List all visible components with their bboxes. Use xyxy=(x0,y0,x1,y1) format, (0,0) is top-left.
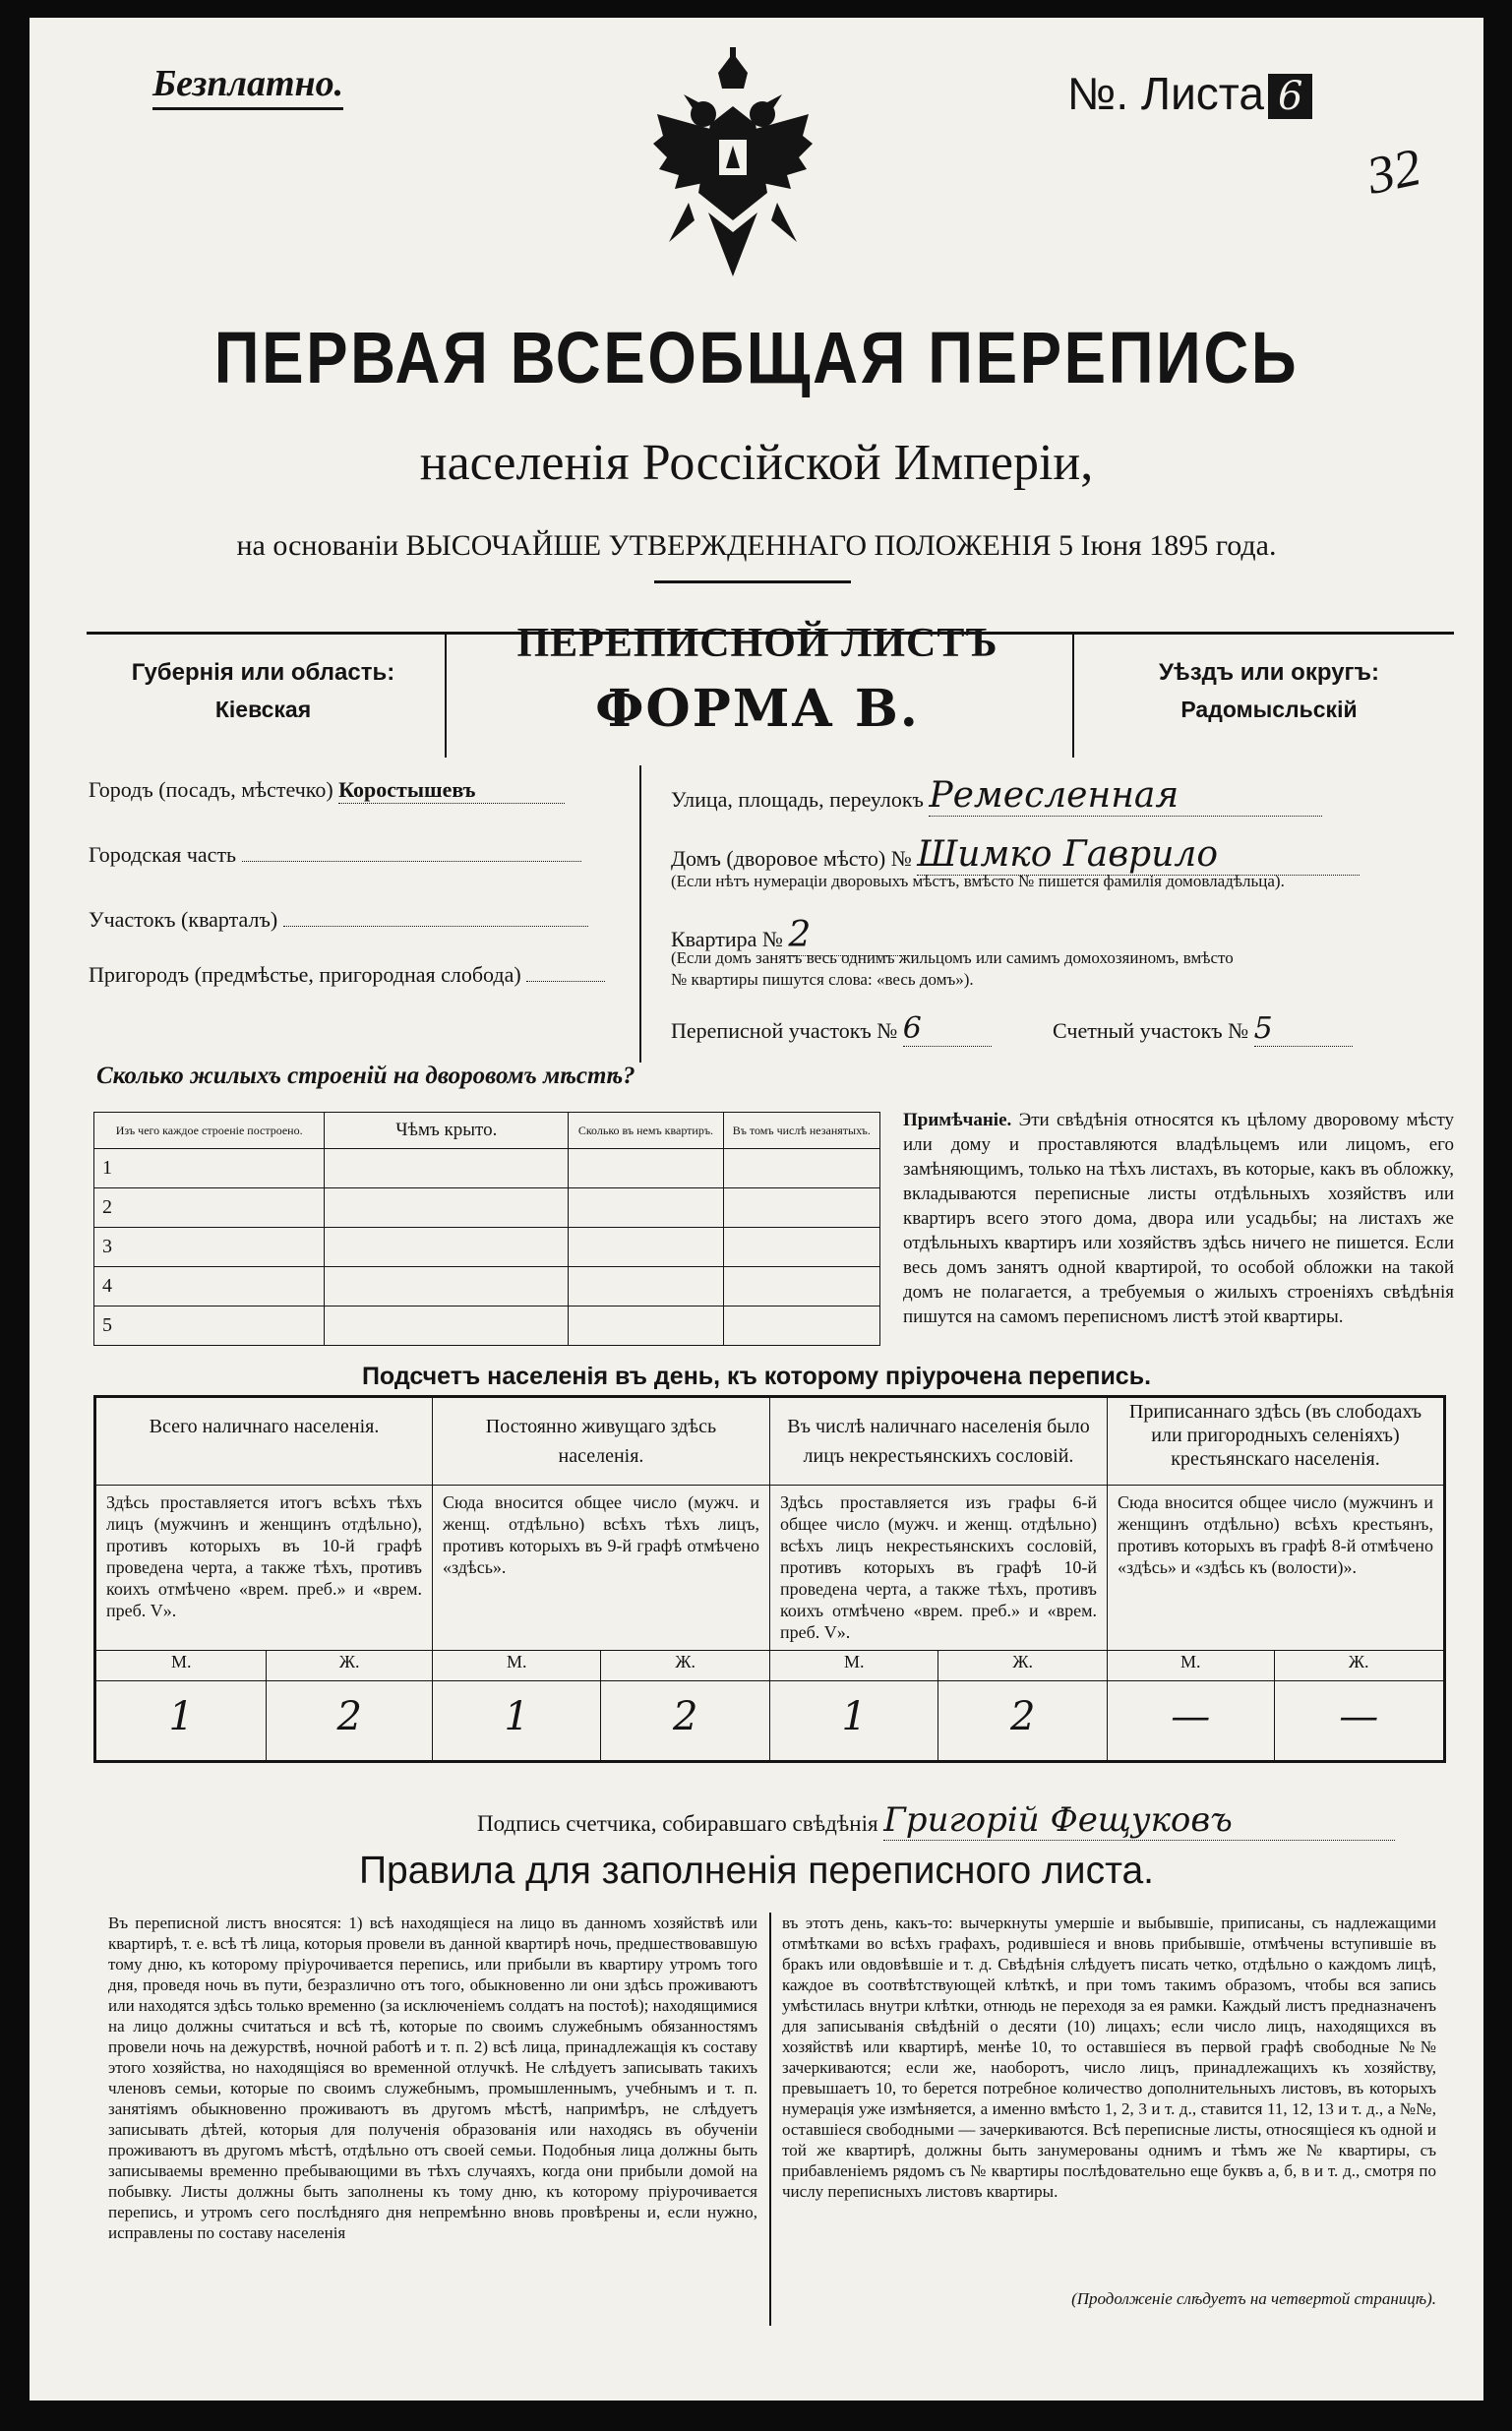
free-label: Безплатно. xyxy=(152,62,343,110)
sheet-number-value: 6 xyxy=(1268,74,1312,119)
precinct-label: Участокъ (кварталъ) xyxy=(89,907,278,932)
female-header: Ж. xyxy=(1274,1651,1445,1681)
table-row xyxy=(94,1228,880,1267)
column-header: Приписаннаго здѣсь (въ слободахъ или пригородныхъ селеніяхъ) крестьянскаго населенія. xyxy=(1107,1397,1444,1486)
district-label: Уѣздъ или округъ: xyxy=(1158,659,1380,686)
province-label: Губернія или область: xyxy=(131,659,395,686)
signature-value: Григорій Фещуковъ xyxy=(883,1800,1395,1841)
precinct-field xyxy=(89,907,588,933)
column-description: Здѣсь проставляется итогъ всѣхъ тѣхъ лицъ (мужчинъ и женщинъ отдѣльно), противъ которыхъ въ 10-й графѣ проведена черта, а также тѣхъ, противъ коихъ отмѣчено «врем. преб.» и «врем. преб. V». xyxy=(95,1486,433,1651)
house-note: (Если нѣтъ нумераціи дворовыхъ мѣстъ, вмѣсто № пишется фамилія домовладѣльца). xyxy=(671,872,1285,890)
rules-title: Правила для заполненія переписного листа. xyxy=(358,1850,1155,1892)
female-count: 2 xyxy=(267,1681,433,1762)
female-header: Ж. xyxy=(938,1651,1108,1681)
buildings-note xyxy=(903,1108,1454,1329)
male-count: 1 xyxy=(432,1681,601,1762)
table-header xyxy=(95,1397,1445,1486)
census-district-label: Переписной участокъ № xyxy=(671,1018,898,1043)
female-header: Ж. xyxy=(601,1651,770,1681)
census-district-field xyxy=(671,1011,992,1047)
male-count: 1 xyxy=(95,1681,267,1762)
table-cell xyxy=(723,1228,879,1267)
column-description: Здѣсь проставляется изъ графы 6-й общее число (мужч. и женщ. отдѣльно) всѣхъ лицъ некрестьянскихъ сословій, противъ которыхъ въ графѣ 10-й проведена черта, а также тѣхъ, противъ коихъ отмѣчено «врем. преб.» и «врем. преб. V». xyxy=(769,1486,1107,1651)
house-field xyxy=(671,834,1360,876)
count-district-value: 5 xyxy=(1254,1011,1353,1047)
buildings-table xyxy=(93,1112,880,1346)
male-header: М. xyxy=(1107,1651,1274,1681)
city-part-field xyxy=(89,842,581,868)
male-header: М. xyxy=(432,1651,601,1681)
apartment-value: 2 xyxy=(788,915,916,956)
table-row xyxy=(94,1307,880,1346)
table-cell xyxy=(569,1149,723,1188)
archive-number-mark: 32 xyxy=(1361,137,1426,206)
census-district-value: 6 xyxy=(903,1011,992,1047)
apartment-label: Квартира № xyxy=(671,927,783,951)
table-row xyxy=(94,1149,880,1188)
male-header: М. xyxy=(95,1651,267,1681)
table-header xyxy=(94,1113,880,1149)
precinct-value xyxy=(283,926,588,927)
city-part-label: Городская часть xyxy=(89,842,237,867)
sheet-number-field xyxy=(1067,67,1312,120)
divider xyxy=(1072,632,1074,758)
divider xyxy=(445,632,447,758)
row-number: 5 xyxy=(94,1307,325,1346)
legal-basis: на основаніи ВЫСОЧАЙШЕ УТВЕРЖДЕННАГО ПОЛОЖЕНІЯ 5 Іюня 1895 года. xyxy=(236,529,1277,562)
divider xyxy=(654,580,851,583)
female-count: 2 xyxy=(601,1681,770,1762)
note-text: Эти свѣдѣнія относятся къ цѣлому дворовому мѣсту или дому и проставляются владѣльцемъ или лицомъ, его замѣняющимъ, только на тѣхъ листахъ, въ которые, какъ въ обложку, вкладываются переписные листы отдѣльныхъ хозяйствъ или квартиръ всего этого дома, двора или усадьбы; на листахъ же отдѣльныхъ квартиръ или хозяйствъ здѣсь ничего не пишется. Если весь домъ занятъ одной квартирой, то особой обложки на такой домъ не полагается, а требуемыя о жилыхъ строеніяхъ свѣдѣнія пишутся на самомъ переписномъ листѣ этой квартиры. xyxy=(903,1110,1454,1327)
province-value: Кіевская xyxy=(214,697,312,722)
apartment-note-line-2: № квартиры пишутся слова: «весь домъ»). xyxy=(671,970,974,989)
document-subtitle: населенія Россійской Имперіи, xyxy=(419,435,1094,491)
table-cell xyxy=(569,1188,723,1228)
buildings-question-text: Сколько жилыхъ строеній на дворовомъ мѣстѣ? xyxy=(96,1063,635,1089)
city-part-value xyxy=(242,861,581,862)
suburb-value xyxy=(526,981,605,982)
table-cell xyxy=(569,1228,723,1267)
population-count-title: Подсчетъ населенія въ день, къ которому пріурочена перепись. xyxy=(361,1363,1152,1390)
table-header-cell: Чѣмъ крыто. xyxy=(325,1113,569,1149)
row-number: 1 xyxy=(94,1149,325,1188)
table-cell xyxy=(325,1149,569,1188)
suburb-field xyxy=(89,962,605,988)
table-row xyxy=(94,1267,880,1307)
street-label: Улица, площадь, переулокъ xyxy=(671,787,924,812)
table-row xyxy=(95,1486,1445,1651)
female-header: Ж. xyxy=(267,1651,433,1681)
enumerator-signature-field xyxy=(477,1800,1395,1841)
table-cell xyxy=(723,1307,879,1346)
rules-right-column: въ этотъ день, какъ-то: вычеркнуты умершіе и выбывшіе, приписаны, съ надлежащими отмѣтками во всѣхъ графахъ, родившіеся и вновь прибывшіе, отмѣчены вступившіе въ бракъ или овдовѣвшіе и т. д. Свѣдѣнія слѣдуетъ писать четко, отдѣльно о каждомъ лицѣ, каждое въ соотвѣтствующей клѣткѣ, и при томъ такимъ образомъ, чтобы вся запись умѣстилась внутри клѣтки, отнюдь не переходя за ея рамки. Каждый листъ предназначенъ для записыванія свѣдѣній о десяти (10) лицахъ; если число лицъ, находящихся въ хозяйствѣ или квартирѣ, менѣе 10, то оставшіеся въ первой графѣ свободные №№ зачеркиваются; если же, наоборотъ, число лицъ, принадлежащихъ къ хозяйству, превышаетъ 10, то берется потребное количество дополнительныхъ листовъ, въ которыхъ нумерація уже измѣняется, а именно вмѣсто 1, 2, 3 и т. д., ставится 11, 12, 13 и т. д., а №№, оставшіеся свободными — зачеркиваются. Всѣ переписные листы, относящіеся къ одной и той же квартирѣ, должны быть занумерованы однимъ и тѣмъ же № квартиры, съ прибавленіемъ рядомъ съ № квартиры послѣдовательно еще буквъ а, б, в и т. д., смотря по числу переписныхъ листовъ квартиры. xyxy=(782,1914,1436,2201)
rules-left-column: Въ переписной листъ вносятся: 1) всѣ находящіеся на лицо въ данномъ хозяйствѣ или квартирѣ, т. е. всѣ тѣ лица, которыя провели въ данной квартирѣ ночь, предшествовавшую тому дню, къ которому пріурочивается перепись, или прибыли въ квартиру утромъ того дня, проведя ночь въ пути, безразлично отъ того, обыкновенно ли они здѣсь проживаютъ или находятся здѣсь только временно (за исключеніемъ солдатъ на постоѣ); находящимися на лицо должны считаться и всѣ тѣ, которые по своимъ служебнымъ обязанностямъ провели ночь на дежурствѣ, ночной работѣ и т. п. 2) всѣ лица, принадлежащія къ составу этого хозяйства, но находящіяся во временной отлучкѣ. Не слѣдуетъ записывать такихъ членовъ семьи, которые по своимъ служебнымъ, промышленнымъ, учебнымъ и т. п. занятіямъ обыкновенно проживаютъ въ другомъ мѣстѣ, напримѣръ, не слѣдуетъ записывать дѣтей, которыя для полученія образованія или находясь въ обученіи проживаютъ въ другомъ мѣстѣ, отдѣльно отъ своей семьи. Подобныя лица должны быть записываемы временно пребывающими въ тѣхъ случаяхъ, когда они прибыли домой на побывку. Листы должны быть заполнены къ тому дню, къ которому пріурочивается перепись, и утромъ сего послѣдняго дня непремѣнно вновь провѣрены и, если нужно, исправлены по составу населенія xyxy=(108,1914,757,2242)
form-letter: ФОРМА В. xyxy=(595,679,920,739)
table-cell xyxy=(325,1188,569,1228)
table-cell xyxy=(325,1267,569,1307)
district-value: Радомысльскій xyxy=(1180,697,1358,722)
table-cell xyxy=(325,1228,569,1267)
house-label: Домъ (дворовое мѣсто) № xyxy=(671,846,912,871)
row-number: 3 xyxy=(94,1228,325,1267)
table-header-cell: Въ томъ числѣ незанятыхъ. xyxy=(723,1113,879,1149)
continuation-note: (Продолженіе слѣдуетъ на четвертой страницѣ). xyxy=(1071,2289,1436,2308)
male-count: 1 xyxy=(769,1681,938,1762)
suburb-label: Пригородъ (предмѣстье, пригородная слобода) xyxy=(89,962,521,987)
row-number: 2 xyxy=(94,1188,325,1228)
table-cell xyxy=(723,1149,879,1188)
sheet-number-label: №. Листа xyxy=(1067,68,1264,119)
row-number: 4 xyxy=(94,1267,325,1307)
table-cell xyxy=(723,1267,879,1307)
city-field xyxy=(89,777,565,804)
column-header: Въ числѣ наличнаго населенія было лицъ некрестьянскихъ сословій. xyxy=(769,1397,1107,1486)
street-value: Ремесленная xyxy=(929,775,1322,817)
note-label: Примѣчаніе. xyxy=(903,1110,1012,1130)
table-row xyxy=(95,1681,1445,1762)
column-description: Сюда вносится общее число (мужч. и женщ. отдѣльно) всѣхъ тѣхъ лицъ, противъ которыхъ въ 9-й графѣ отмѣчено «здѣсь». xyxy=(432,1486,769,1651)
census-sheet xyxy=(30,18,1483,2401)
table-header-cell: Изъ чего каждое строеніе построено. xyxy=(94,1113,325,1149)
street-field xyxy=(671,775,1322,817)
male-count: — xyxy=(1107,1681,1274,1762)
buildings-question xyxy=(96,1063,635,1090)
city-value: Коростышевъ xyxy=(338,777,565,804)
double-headed-eagle-icon xyxy=(649,45,816,286)
house-value: Шимко Гаврило xyxy=(917,834,1360,876)
apartment-note-line-1: (Если домъ занятъ весь однимъ жильцомъ или самимъ домохозяиномъ, вмѣсто xyxy=(671,948,1234,967)
column-header: Всего наличнаго населенія. xyxy=(95,1397,433,1486)
city-label: Городъ (посадъ, мѣстечко) xyxy=(89,777,333,802)
count-district-label: Счетный участокъ № xyxy=(1053,1018,1249,1043)
population-table xyxy=(93,1395,1446,1763)
divider xyxy=(639,765,641,1063)
table-cell xyxy=(569,1307,723,1346)
table-header-cell: Сколько въ немъ квартиръ. xyxy=(569,1113,723,1149)
divider xyxy=(769,1913,771,2326)
table-cell xyxy=(325,1307,569,1346)
column-header: Постоянно живущаго здѣсь населенія. xyxy=(432,1397,769,1486)
count-district-field xyxy=(1053,1011,1353,1047)
male-header: М. xyxy=(769,1651,938,1681)
column-description: Сюда вносится общее число (мужчинъ и женщинъ отдѣльно) всѣхъ крестьянъ, противъ которыхъ въ графѣ 8-й отмѣчено «здѣсь» и «здѣсь къ (волости)». xyxy=(1107,1486,1444,1651)
document-title: ПЕРВАЯ ВСЕОБЩАЯ ПЕРЕПИСЬ xyxy=(213,317,1300,398)
signature-label: Подпись счетчика, собиравшаго свѣдѣнія xyxy=(477,1811,878,1836)
female-count: 2 xyxy=(938,1681,1108,1762)
table-row xyxy=(94,1188,880,1228)
form-title: ПЕРЕПИСНОЙ ЛИСТЪ xyxy=(516,621,998,666)
table-cell xyxy=(723,1188,879,1228)
female-count: — xyxy=(1274,1681,1445,1762)
table-cell xyxy=(569,1267,723,1307)
table-row xyxy=(95,1651,1445,1681)
